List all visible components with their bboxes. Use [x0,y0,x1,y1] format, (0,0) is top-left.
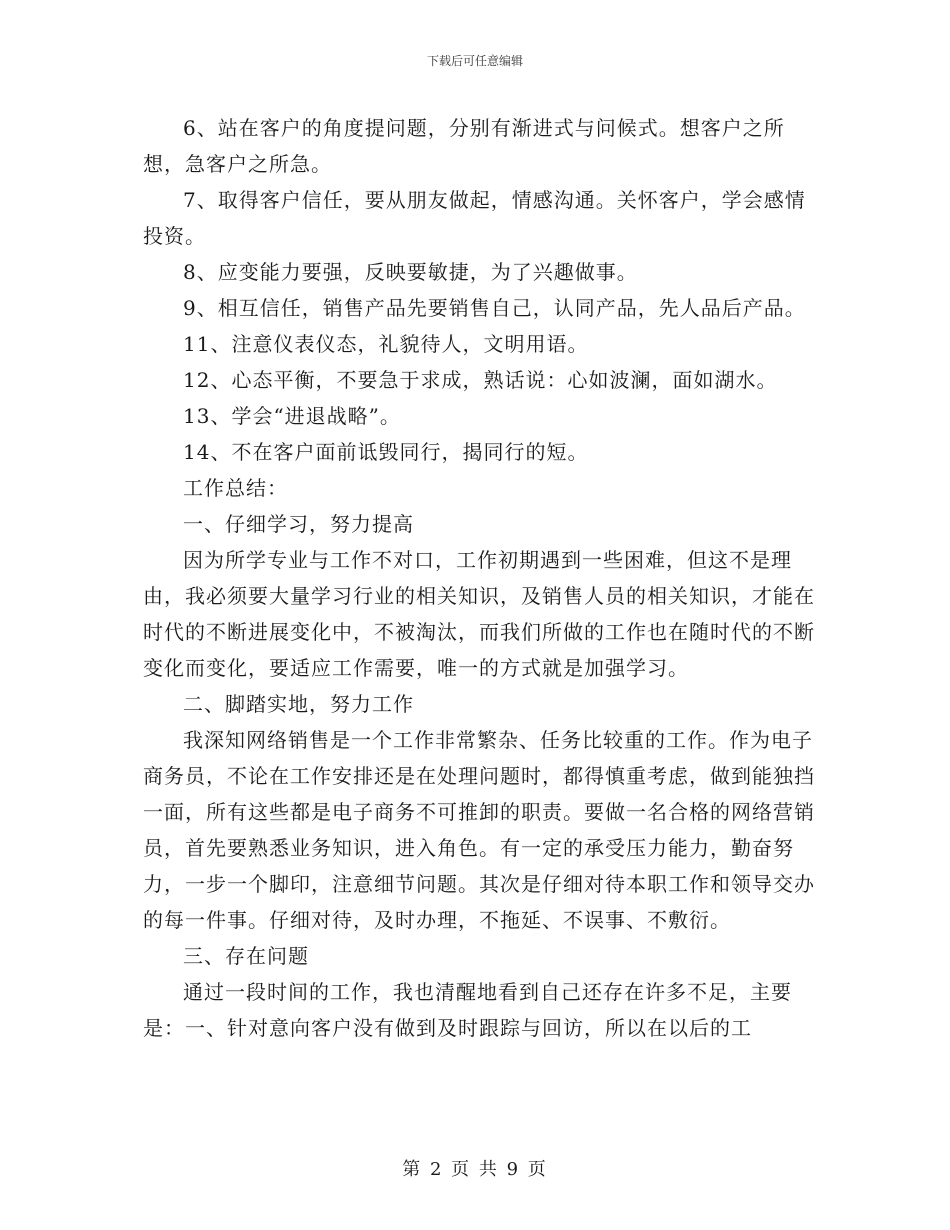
paragraph: 14、不在客户面前诋毁同行，揭同行的短。 [183,440,589,464]
document-body [143,110,823,1046]
paragraph: 13、学会“进退战略”。 [183,404,401,428]
paragraph: 8、应变能力要强，反映要敏捷，为了兴趣做事。 [183,260,638,284]
paragraph: 11、注意仪表仪态，礼貌待人，文明用语。 [183,332,589,356]
paragraph: 9、相互信任，销售产品先要销售自己，认同产品，先人品后产品。 [183,296,806,320]
paragraph: 12、心态平衡，不要急于求成，熟话说：心如波澜，面如湖水。 [183,368,778,392]
section-heading: 三、存在问题 [183,944,309,968]
paragraph: 通过一段时间的工作，我也清醒地看到自己还存在许多不足，主要是：一、针对意向客户没有做到及时跟踪与回访，所以在以后的工 [143,980,792,1040]
paragraph: 7、取得客户信任，要从朋友做起，情感沟通。关怀客户，学会感情投资。 [143,188,806,248]
paragraph: 我深知网络销售是一个工作非常繁杂、任务比较重的工作。作为电子商务员，不论在工作安排还是在处理问题时，都得慎重考虑，做到能独挡一面，所有这些都是电子商务不可推卸的职责。要做一名合格的网络营销员，首先要熟悉业务知识，进入角色。有一定的承受压力能力，勤奋努力，一步一个脚印，注意细节问题。其次是仔细对待本职工作和领导交办的每一件事。仔细对待，及时办理，不拖延、不误事、不敷衍。 [143,728,815,932]
section-heading: 一、仔细学习，努力提高 [183,512,414,536]
section-heading: 二、脚踏实地，努力工作 [183,692,414,716]
section-heading: 工作总结： [183,476,288,500]
paragraph: 6、站在客户的角度提问题，分别有渐进式与问候式。想客户之所想，急客户之所急。 [143,116,785,176]
page-header: 下载后可任意编辑 [426,54,523,68]
page-footer: 第 2 页 共 9 页 [402,1159,548,1180]
paragraph: 因为所学专业与工作不对口，工作初期遇到一些困难，但这不是理由，我必须要大量学习行业的相关知识，及销售人员的相关知识，才能在时代的不断进展变化中，不被淘汰，而我们所做的工作也在随时代的不断变化而变化，要适应工作需要，唯一的方式就是加强学习。 [143,548,815,680]
